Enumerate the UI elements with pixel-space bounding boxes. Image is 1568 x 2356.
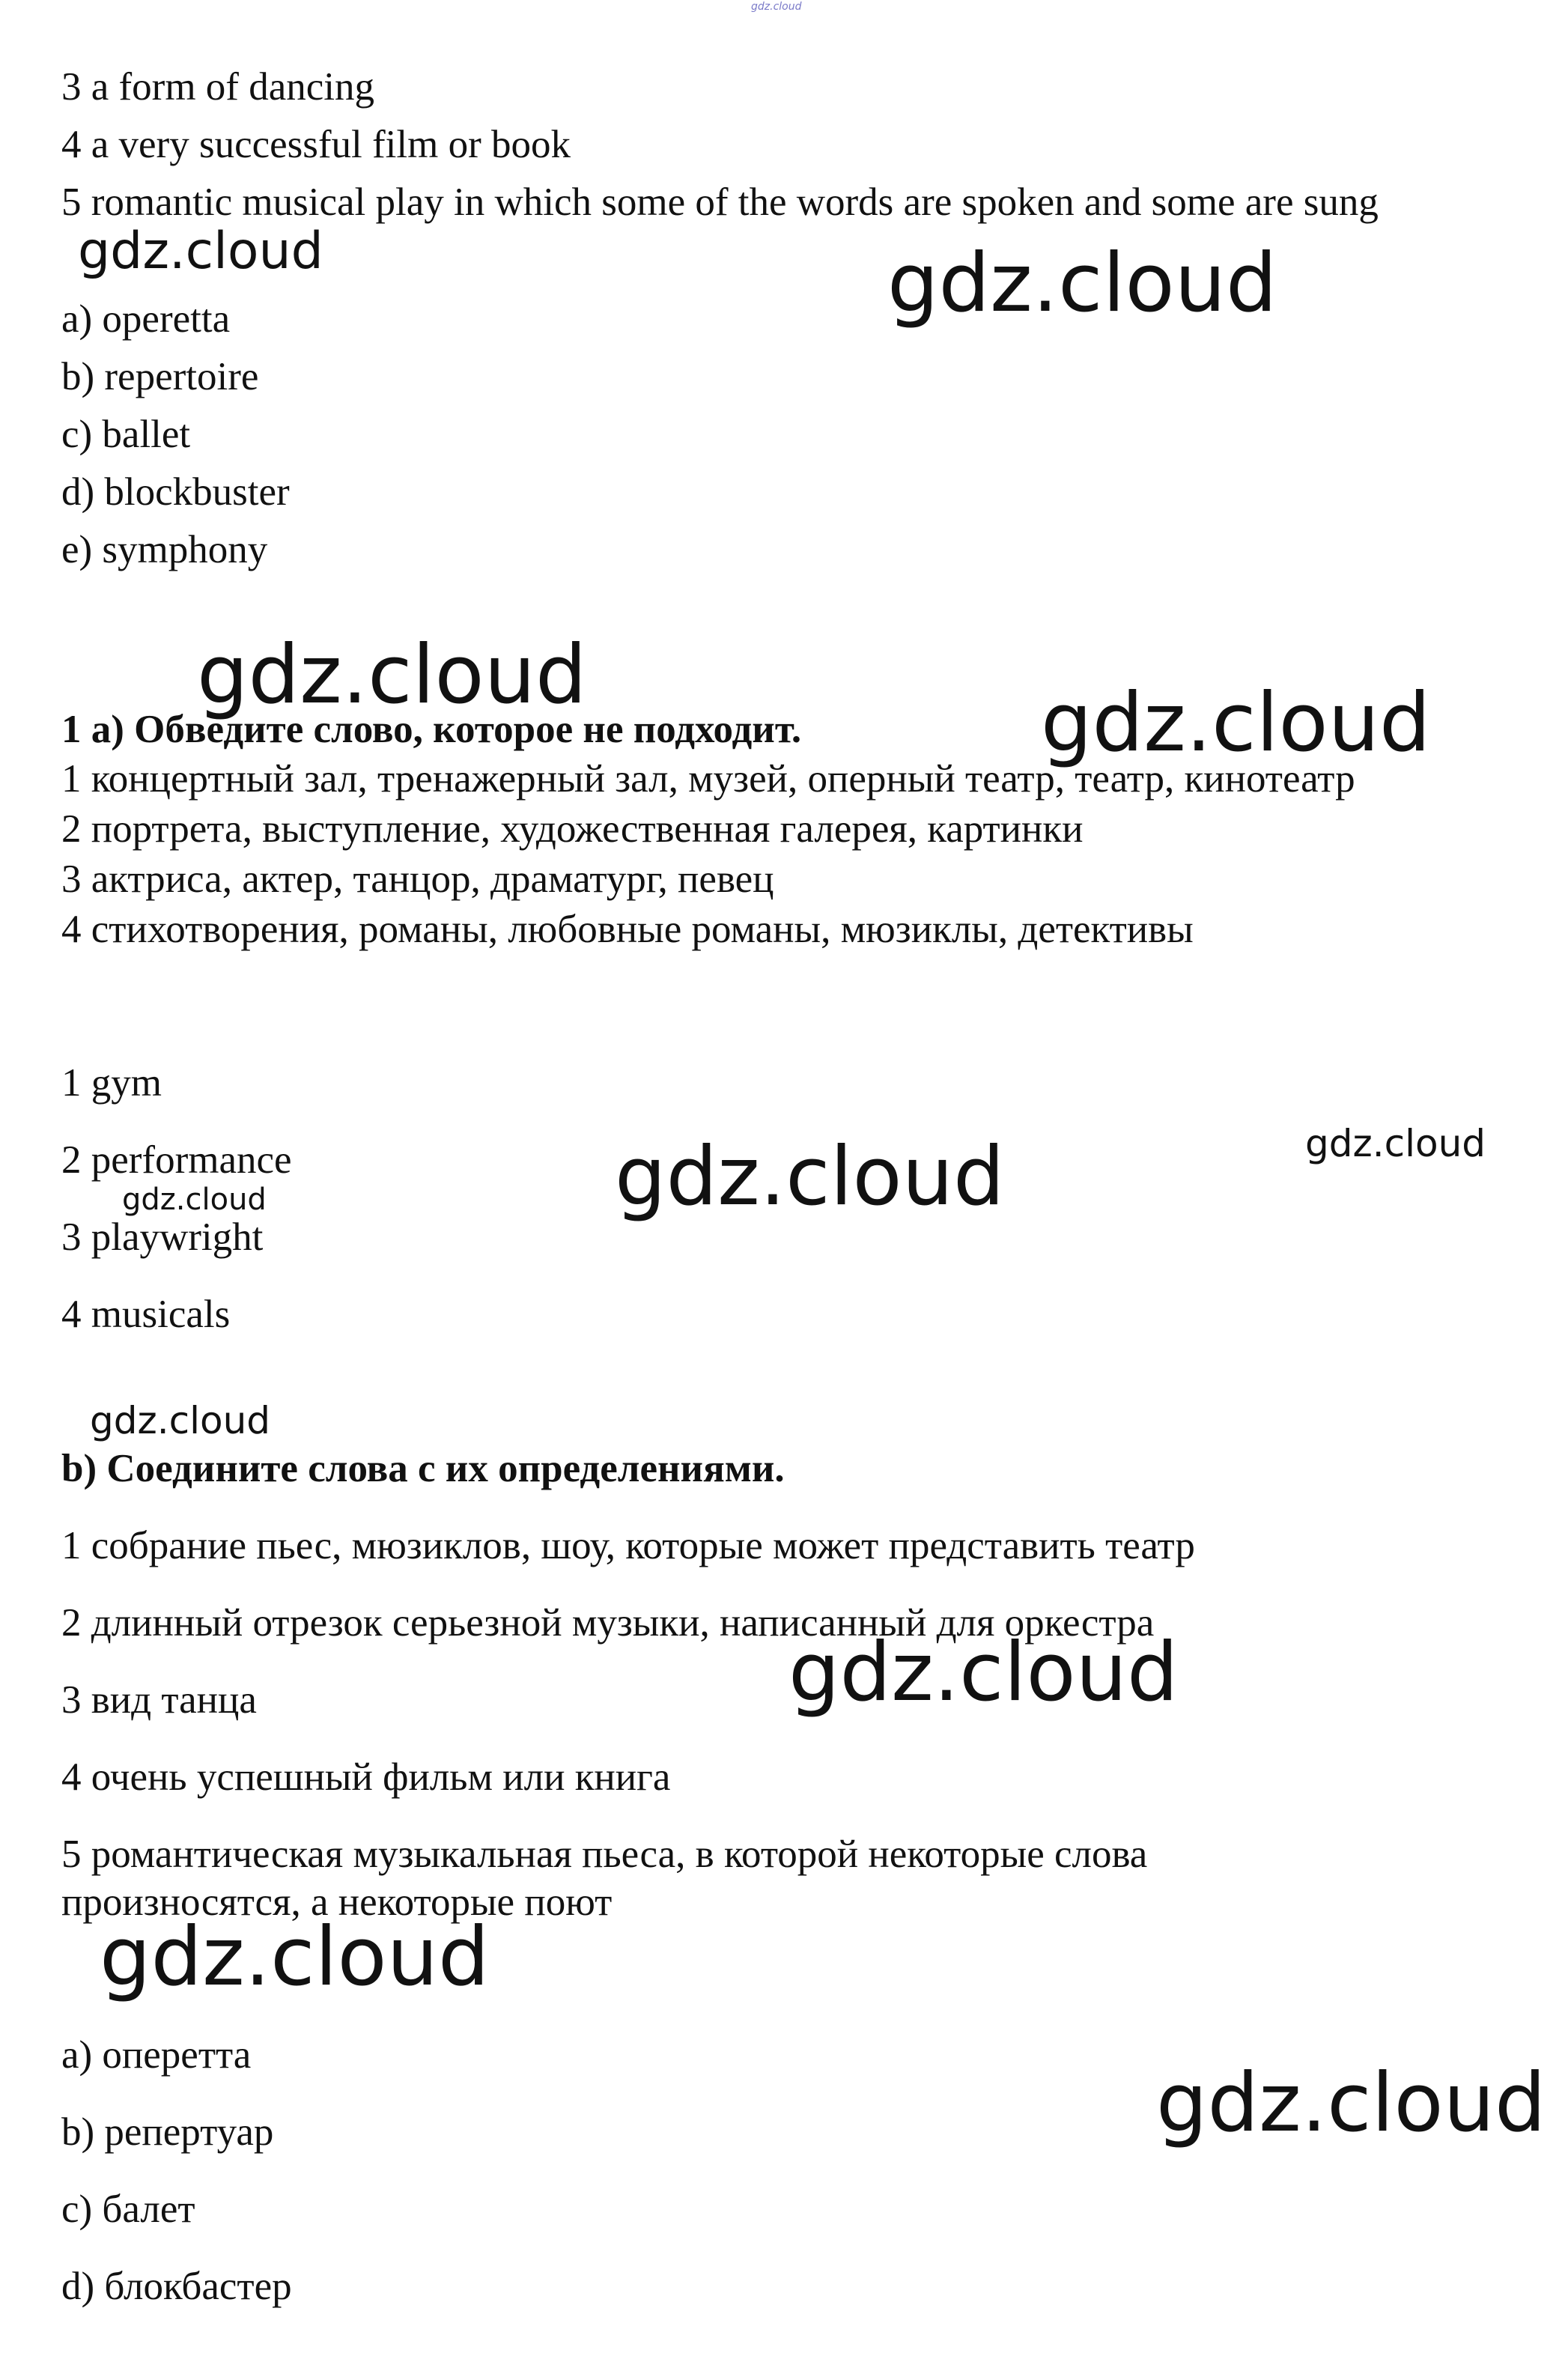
task-b-option-b: b) репертуар xyxy=(61,2110,274,2154)
header-watermark: gdz.cloud xyxy=(751,1,802,13)
task-a-heading: 1 а) Обведите слово, которое не подходит. xyxy=(61,708,802,751)
task-b-definition-4: 4 очень успешный фильм или книга xyxy=(61,1755,671,1799)
watermark-2: gdz.cloud xyxy=(887,237,1277,330)
english-definition-5: 5 romantic musical play in which some of the words are spoken and some are sung xyxy=(61,180,1379,224)
english-option-a: a) operetta xyxy=(61,297,231,341)
watermark-6: gdz.cloud xyxy=(615,1130,1005,1224)
english-option-e: e) symphony xyxy=(61,528,268,571)
english-definition-3: 3 a form of dancing xyxy=(61,65,374,109)
answer-a-3: 3 playwright xyxy=(61,1215,264,1259)
english-option-b: b) repertoire xyxy=(61,355,259,398)
task-b-definition-1: 1 собрание пьес, мюзиклов, шоу, которые может представить театр xyxy=(61,1524,1195,1567)
task-b-option-a: а) оперетта xyxy=(61,2033,252,2077)
task-b-definition-5: 5 романтическая музыкальная пьеса, в которой некоторые слова произносятся, а некоторые поют xyxy=(61,1833,1148,1924)
task-b-option-c: c) балет xyxy=(61,2188,195,2231)
answer-a-4: 4 musicals xyxy=(61,1293,231,1336)
task-a-item-4: 4 стихотворения, романы, любовные романы, мюзиклы, детективы xyxy=(61,908,1194,951)
watermark-1: gdz.cloud xyxy=(78,222,323,281)
task-b-definition-3: 3 вид танца xyxy=(61,1678,257,1722)
answer-a-1: 1 gym xyxy=(61,1061,162,1105)
task-b-definition-2: 2 длинный отрезок серьезной музыки, написанный для оркестра xyxy=(61,1601,1155,1645)
english-option-d: d) blockbuster xyxy=(61,470,290,514)
english-option-c: c) ballet xyxy=(61,413,191,456)
task-a-item-2: 2 портрета, выступление, художественная галерея, картинки xyxy=(61,807,1084,851)
watermark-5: gdz.cloud xyxy=(1305,1122,1486,1165)
watermark-8: gdz.cloud xyxy=(90,1399,271,1442)
watermark-11: gdz.cloud xyxy=(1156,2056,1546,2150)
watermark-10: gdz.cloud xyxy=(100,1910,490,2004)
task-b-heading: b) Соедините слова с их определениями. xyxy=(61,1447,785,1490)
task-a-item-3: 3 актриса, актер, танцор, драматург, певец xyxy=(61,857,774,901)
watermark-7: gdz.cloud xyxy=(122,1182,267,1217)
english-definition-4: 4 a very successful film or book xyxy=(61,123,571,166)
task-a-item-1: 1 концертный зал, тренажерный зал, музей, оперный театр, театр, кинотеатр xyxy=(61,757,1355,801)
task-b-option-d: d) блокбастер xyxy=(61,2265,292,2308)
watermark-4: gdz.cloud xyxy=(1041,676,1431,770)
watermark-9: gdz.cloud xyxy=(788,1626,1179,1719)
answer-a-2: 2 performance xyxy=(61,1138,292,1182)
watermark-3: gdz.cloud xyxy=(197,628,587,722)
